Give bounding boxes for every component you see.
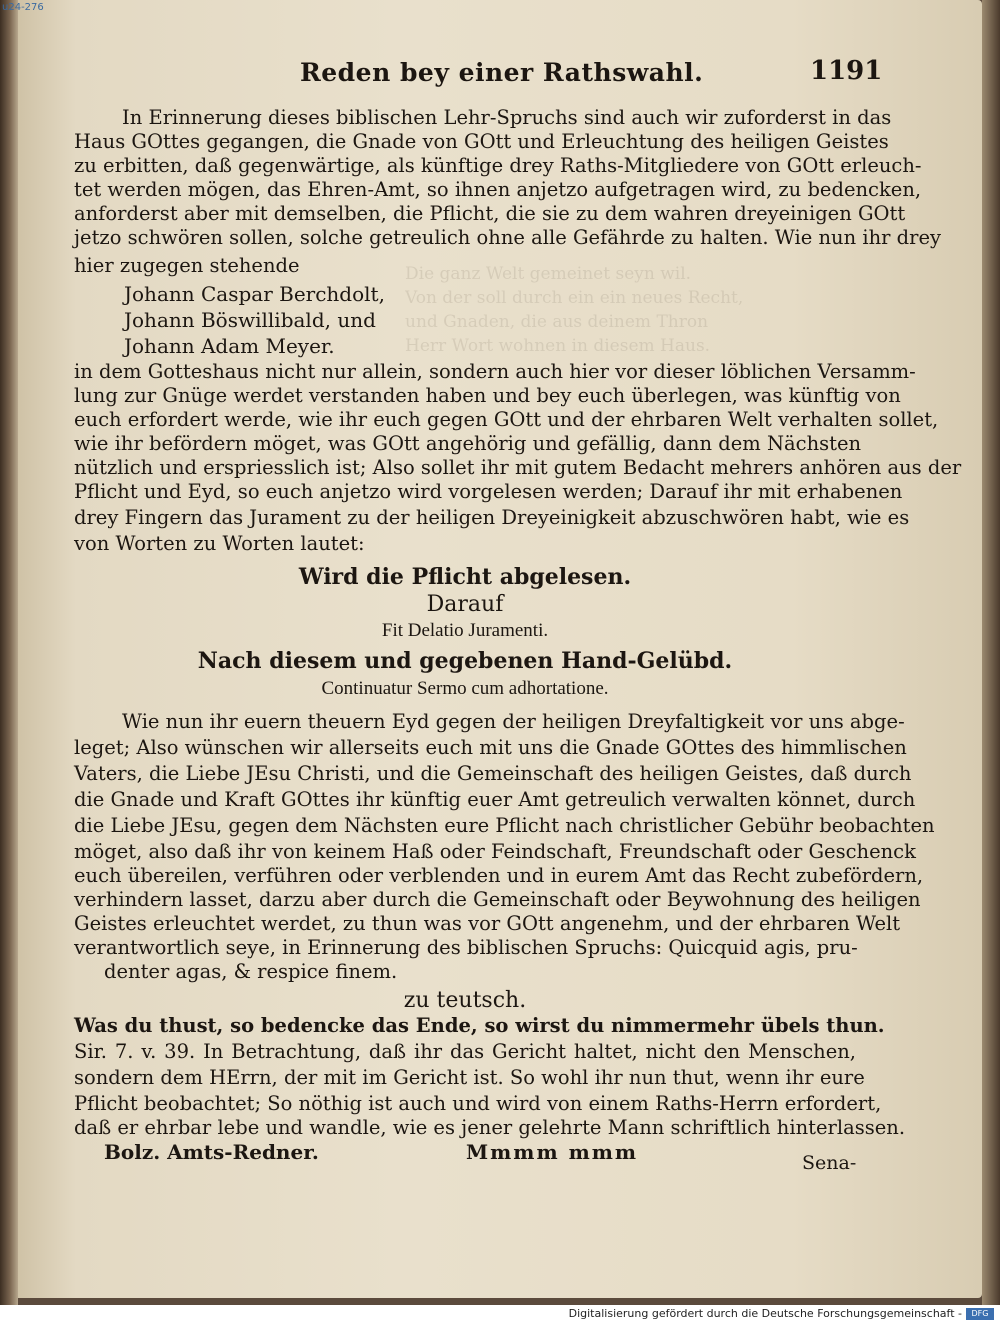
text-line: Pflicht und Eyd, so euch anjetzo wird vorgelesen werden; Darauf ihr mit erhabenen [74,480,903,503]
text-line: euch erfordert werde, wie ihr euch gegen GOtt und der ehrbaren Welt verhalten sollet, [74,408,939,431]
text-line: Vaters, die Liebe JEsu Christi, und die Gemeinschaft des heiligen Geistes, daß durch [74,762,912,785]
heading-pflicht: Wird die Pflicht abgelesen. [298,564,632,590]
text-line: von Worten zu Worten lautet: [74,532,365,555]
text-line: hier zugegen stehende [74,254,300,277]
text-line: möget, also daß ihr von keinem Haß oder Feindschaft, Freundschaft oder Geschenck [74,840,916,863]
text-line: die Liebe JEsu, gegen dem Nächsten eure Pflicht nach christlicher Gebühr beobachten [74,814,935,837]
text-line: wie ihr befördern möget, was GOtt angehörig und gefällig, dann dem Nächsten [74,432,862,455]
heading-hand-geluebd: Nach diesem und gegebenen Hand-Gelübd. [197,648,733,674]
text-line: jetzo schwören sollen, solche getreulich ohne alle Gefährde zu halten. Wie nun ihr drey [74,226,942,249]
dfg-logo[interactable]: DFG [966,1308,994,1320]
corner-mark: u24-276 [2,2,44,13]
text-line: lung zur Gnüge werdet verstanden haben und bey euch überlegen, was künftig von [74,384,901,407]
book-spine-edge [0,0,18,1305]
speaker-line: Bolz. Amts-Redner. [104,1140,319,1164]
running-title: Reden bey einer Rathswahl. [300,58,704,87]
text-line: anforderst aber mit demselben, die Pflicht, die sie zu dem wahren dreyeinigen GOtt [74,202,906,225]
text-line: leget; Also wünschen wir allerseits euch mit uns die Gnade GOttes des himmlischen [74,736,907,759]
heading-zu-teutsch: zu teutsch. [403,988,527,1013]
name-entry: Johann Adam Meyer. [124,334,335,358]
text-line: In Erinnerung dieses biblischen Lehr-Spruchs sind auch wir zuforderst in das [122,106,892,129]
text-line: Wie nun ihr euern theuern Eyd gegen der heiligen Dreyfaltigkeit vor uns abge- [122,710,905,733]
text-line: die Gnade und Kraft GOttes ihr künftig euer Amt getreulich verwalten könnet, durch [74,788,916,811]
catchword: Sena- [802,1152,857,1174]
text-line: drey Fingern das Jurament zu der heiligen Dreyeinigkeit abzuschwören habt, wie es [74,506,910,529]
text-line: in dem Gotteshaus nicht nur allein, sondern auch hier vor dieser löblichen Versamm- [74,360,916,383]
text-line: verantwortlich seye, in Erinnerung des biblischen Spruchs: Quicquid agis, pru- [74,936,858,959]
text-line: Pflicht beobachtet; So nöthig ist auch und wird von einem Raths-Herrn erfordert, [74,1092,882,1115]
text-line: Geistes erleuchtet werdet, zu thun was vor GOtt angenehm, und der ehrbaren Welt [74,912,901,935]
bleed-through-texture: Die ganz Welt gemeinet seyn wil. Von der soll durch ein ein neues Recht, und Gnaden, die aus deinem Thron Herr Wort wohnen in diesem Haus. [405,264,744,356]
page-number: 1191 [810,56,883,86]
text-line: verhindern lasset, darzu aber durch die Gemeinschaft oder Beywohnung des heiligen [74,888,921,911]
text-line: nützlich und erspriesslich ist; Also sollet ihr mit gutem Bedacht mehrers anhören aus der [74,456,962,479]
text-line: zu erbitten, daß gegenwärtige, als künftige drey Raths-Mitgliedere von GOtt erleuch- [74,154,922,177]
heading-delatio: Fit Delatio Juramenti. [381,620,549,641]
text-line: denter agas, & respice finem. [104,960,398,983]
heading-darauf: Darauf [426,592,504,617]
name-entry: Johann Caspar Berchdolt, [124,282,385,306]
text-line: sondern dem HErrn, der mit im Gericht ist. So wohl ihr nun thut, wenn ihr eure [74,1066,865,1089]
text-line: euch übereilen, verführen oder verblenden und in eurem Amt das Recht zubefördern, [74,864,924,887]
digitization-credit: Digitalisierung gefördert durch die Deutsche Forschungsgemeinschaft - [568,1307,962,1320]
heading-continuatur: Continuatur Sermo cum adhortatione. [321,678,609,699]
name-entry: Johann Böswillibald, und [124,308,376,332]
text-line: Sir. 7. v. 39. In Betrachtung, daß ihr das Gericht haltet, nicht den Menschen, [74,1040,856,1063]
signature-mark: Mmmm mmm [466,1140,639,1164]
text-line: tet werden mögen, das Ehren-Amt, so ihnen anjetzo aufgetragen wird, zu bedencken, [74,178,922,201]
page-edge-right [982,0,1000,1305]
text-line: daß er ehrbar lebe und wandle, wie es jener gelehrte Mann schriftlich hinterlassen. [74,1116,906,1139]
text-line: Haus GOttes gegangen, die Gnade von GOtt und Erleuchtung des heiligen Geistes [74,130,889,153]
text-line: Was du thust, so bedencke das Ende, so wirst du nimmermehr übels thun. [74,1014,885,1037]
